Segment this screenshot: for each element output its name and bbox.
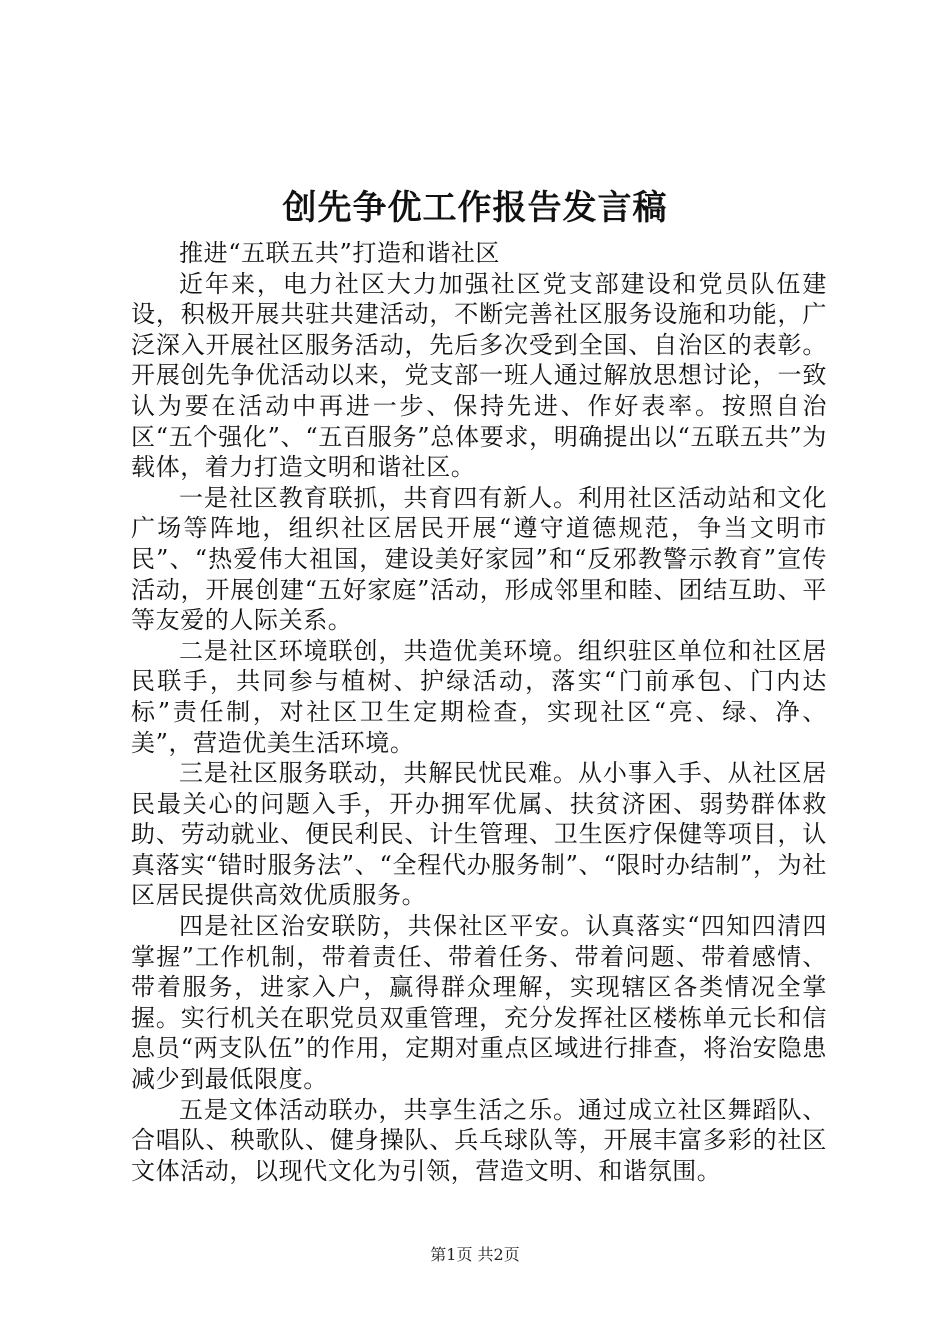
page-indicator: 第1页 共2页 [430,1245,520,1264]
paragraph-environment: 二是社区环境联创，共造优美环境。组织驻区单位和社区居民联手，共同参与植树、护绿活动，落实“门前承包、门内达标”责任制，对社区卫生定期检查，实现社区“亮、绿、净、美”，营造优美生活环境。 [131,636,827,757]
document-subtitle: 推进“五联五共”打造和谐社区 [179,239,500,267]
paragraph-service: 三是社区服务联动，共解民忧民难。从小事入手、从社区居民最关心的问题入手，开办拥军优属、扶贫济困、弱势群体救助、劳动就业、便民利民、计生管理、卫生医疗保健等项目，认真落实“错时服务法”、“全程代办服务制”、“限时办结制”，为社区居民提供高效优质服务。 [131,759,827,910]
paragraph-culture: 五是文体活动联办，共享生活之乐。通过成立社区舞蹈队、合唱队、秧歌队、健身操队、兵乓球队等，开展丰富多彩的社区文体活动，以现代文化为引领，营造文明、和谐氛围。 [131,1095,827,1185]
paragraph-security: 四是社区治安联防，共保社区平安。认真落实“四知四清四掌握”工作机制，带着责任、带着任务、带着问题、带着感情、带着服务，进家入户，赢得群众理解，实现辖区各类情况全掌握。实行机关在职党员双重管理，充分发挥社区楼栋单元长和信息员“两支队伍”的作用，定期对重点区域进行排查，将治安隐患减少到最低限度。 [131,912,827,1094]
document-body [131,238,827,1186]
paragraph-education: 一是社区教育联抓，共育四有新人。利用社区活动站和文化广场等阵地，组织社区居民开展“遵守道德规范，争当文明市民”、“热爱伟大祖国，建设美好家园”和“反邪教警示教育”宣传活动，开展创建“五好家庭”活动，形成邻里和睦、团结互助、平等友爱的人际关系。 [131,483,827,635]
document-title: 创先争优工作报告发言稿 [282,188,668,228]
paragraph-intro: 近年来，电力社区大力加强社区党支部建设和党员队伍建设，积极开展共驻共建活动，不断完善社区服务设施和功能，广泛深入开展社区服务活动，先后多次受到全国、自治区的表彰。开展创先争优活动以来，党支部一班人通过解放思想讨论，一致认为要在活动中再进一步、保持先进、作好表率。按照自治区“五个强化”、“五百服务”总体要求，明确提出以“五联五共”为载体，着力打造文明和谐社区。 [131,269,827,482]
